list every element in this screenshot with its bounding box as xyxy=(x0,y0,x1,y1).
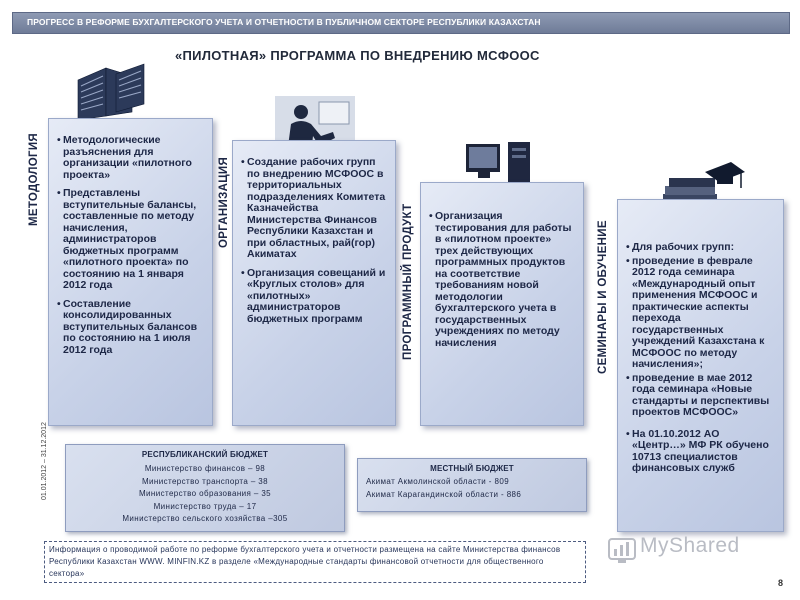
budget-line: Министерство образования – 35 xyxy=(138,489,272,498)
local-budget-title: МЕСТНЫЙ БЮДЖЕТ xyxy=(430,464,514,473)
label-organization: ОРГАНИЗАЦИЯ xyxy=(218,156,230,248)
budget-line: Министерство финансов – 98 xyxy=(144,464,266,473)
software-item: • Организация тестирования для работы в «пилотном проекте» трех действующих программных продуктов на соответствие требованиям новой методологии бухгалтерского учета в государственных учреждениях по методу начисления xyxy=(429,211,575,349)
info-note: Информация о проводимой работе по реформе бухгалтерского учета и отчетности размещена на сайте Министерства финансов Республики Казахстан WWW. MINFIN.KZ в разделе «Международные стандарты финансовой отчетности для общественного сектора» xyxy=(44,541,586,583)
budget-line: Министерство труда – 17 xyxy=(153,501,257,511)
republican-budget-box xyxy=(65,444,345,532)
budget-line: Министерство сельского хозяйства –305 xyxy=(122,514,288,523)
methodology-item: • Методологические разъяснения для организации «пилотного проекта» xyxy=(57,135,204,181)
watermark-text: MyShared xyxy=(640,534,740,557)
organization-item: • Организация совещаний и «Круглых столов» для «пилотных» администраторов бюджетных программ xyxy=(241,268,387,326)
seminars-item: • проведение в мае 2012 года семинара «Новые стандарты и перспективы проектов МСФООС» xyxy=(626,373,775,419)
seminars-item: • проведение в феврале 2012 года семинара «Международный опыт применения МСФООС и практические аспекты перехода государственных учреждений Казахстана к МСФООС по методу начисления»; xyxy=(626,256,775,371)
header-banner xyxy=(12,12,790,34)
budget-line: Акимат Карагандинской области - 886 xyxy=(366,489,522,499)
label-seminars: СЕМИНАРЫ И ОБУЧЕНИЕ xyxy=(597,220,609,374)
server-racks-icon xyxy=(72,58,150,124)
budget-line: Акимат Акмолинской области - 809 xyxy=(366,477,510,486)
panel-organization xyxy=(232,140,396,426)
panel-methodology xyxy=(48,118,213,426)
seminars-item: • Для рабочих групп: xyxy=(626,242,775,254)
methodology-item: • Составление консолидированных вступительных балансов по состоянию на 1 июля 2012 года xyxy=(57,299,204,357)
label-methodology: МЕТОДОЛОГИЯ xyxy=(28,133,40,226)
organization-item: • Создание рабочих групп по внедрению МСФООС в территориальных подразделениях Комитета Казначейства Министерства Финансов Республики Казахстан и при областных, рай(гор) Акиматах xyxy=(241,157,387,261)
page-number: 8 xyxy=(778,578,784,588)
label-software: ПРОГРАММНЫЙ ПРОДУКТ xyxy=(402,203,414,360)
myshared-logo-icon xyxy=(608,538,636,564)
seminars-item: • На 01.10.2012 АО «Центр…» МФ РК обучено 10713 специалистов финансовых служб xyxy=(626,429,775,475)
date-range: 01.01.2012 – 31.12.2012 xyxy=(41,422,48,500)
methodology-item: • Представлены вступительные балансы, составленные по методу начисления, администраторов бюджетных программ «пилотного проекта» по состоянию на 1 января 2012 года xyxy=(57,188,204,292)
panel-seminars xyxy=(617,199,784,532)
local-budget-box xyxy=(357,458,587,512)
republican-budget-title: РЕСПУБЛИКАНСКИЙ БЮДЖЕТ xyxy=(141,450,269,459)
panel-software xyxy=(420,182,584,426)
banner-title: ПРОГРЕСС В РЕФОРМЕ БУХГАЛТЕРСКОГО УЧЕТА И ОТЧЕТНОСТИ В ПУБЛИЧНОМ СЕКТОРЕ РЕСПУБЛИКИ КАЗАХСТАН xyxy=(27,17,541,27)
budget-line: Министерство транспорта – 38 xyxy=(141,476,269,486)
page-title: «ПИЛОТНАЯ» ПРОГРАММА ПО ВНЕДРЕНИЮ МСФООС xyxy=(175,48,540,63)
